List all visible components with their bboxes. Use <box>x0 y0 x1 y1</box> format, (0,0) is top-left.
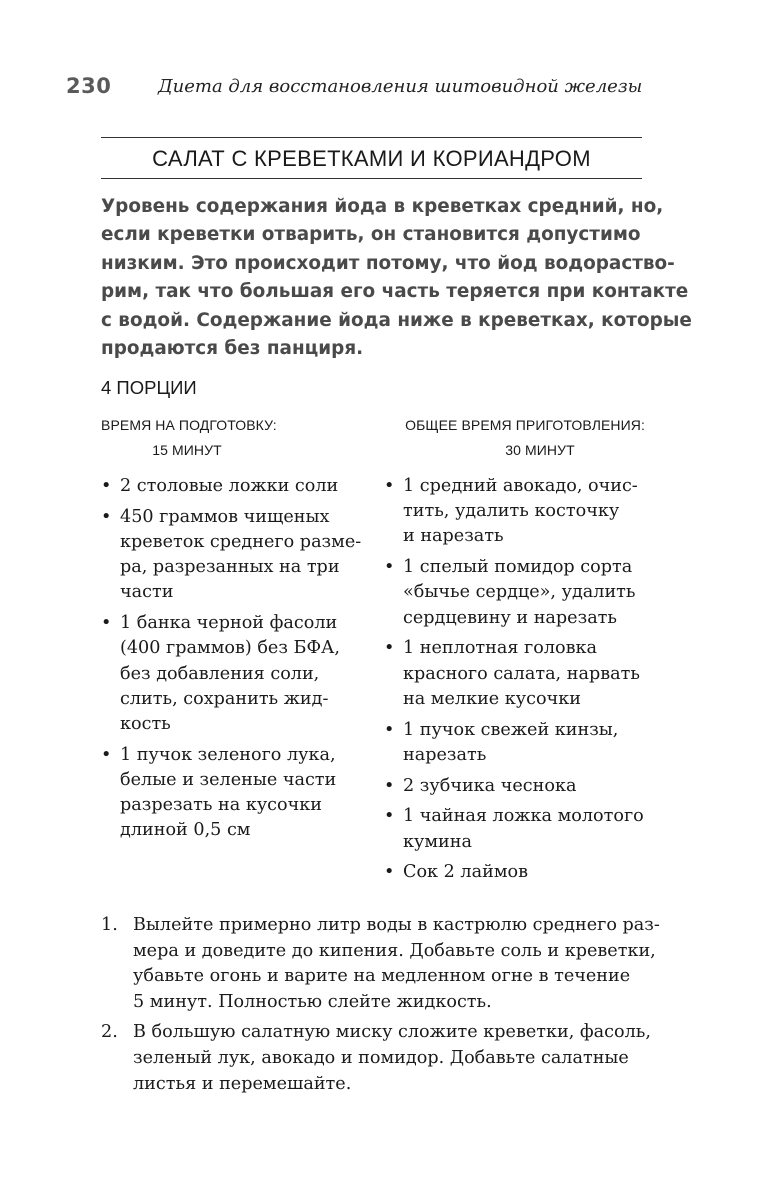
step-text: листья и перемешайте. <box>133 1073 352 1094</box>
step-text: убавьте огонь и варите на медленном огне в течение <box>133 966 631 987</box>
bullet-icon: • <box>101 613 112 634</box>
prep-time-label: ВРЕМЯ НА ПОДГОТОВКУ: <box>101 417 277 433</box>
step-text: зеленый лук, авокадо и помидор. Добавьте салатные <box>133 1047 629 1068</box>
intro-line: с водой. Содержание йода ниже в креветках, которые <box>101 309 692 331</box>
bullet-icon: • <box>101 506 112 527</box>
ingredient-text: 1 неплотная головка <box>403 638 598 659</box>
intro-line: низким. Это происходит потому, что йод водораство- <box>101 252 675 274</box>
intro-line: Уровень содержания йода в креветках средний, но, <box>101 196 664 217</box>
ingredient-item <box>101 474 366 499</box>
ingredient-item <box>101 505 366 606</box>
bullet-icon: • <box>384 638 395 659</box>
ingredient-item <box>384 860 646 885</box>
intro-line: рим, так что большая его часть теряется при контакте <box>101 281 689 303</box>
ingredient-item <box>384 804 646 854</box>
servings: 4 ПОРЦИИ <box>101 377 197 398</box>
ingredient-item <box>384 774 646 799</box>
step-text: Вылейте примерно литр воды в кастрюлю среднего раз- <box>133 915 660 935</box>
step-text: 5 минут. Полностью слейте жидкость. <box>133 991 492 1012</box>
ingredient-text: 450 граммов чищеных <box>120 506 330 527</box>
step-number: 1. <box>101 915 118 935</box>
step-number: 2. <box>101 1022 118 1043</box>
ingredient-text: 1 пучок зеленого лука, <box>120 744 336 765</box>
running-head: Диета для восстановления шитовидной железы <box>158 76 643 97</box>
ingredient-text: Сок 2 лаймов <box>403 862 529 883</box>
ingredient-text: (400 граммов) без БФА, <box>120 638 340 659</box>
bullet-icon: • <box>384 557 395 578</box>
ingredient-text: части <box>120 582 174 603</box>
ingredient-text: 1 пучок свежей кинзы, <box>403 719 619 740</box>
bullet-icon: • <box>101 744 112 765</box>
ingredient-text: 2 столовые ложки соли <box>120 476 339 496</box>
ingredient-text: белые и зеленые части <box>120 770 337 791</box>
total-time <box>405 413 645 463</box>
ingredients-right <box>384 474 646 891</box>
ingredient-text: и нарезать <box>403 526 504 547</box>
ingredient-text: на мелкие кусочки <box>403 688 581 709</box>
bullet-icon: • <box>101 476 112 496</box>
ingredient-text: без добавления соли, <box>120 663 320 684</box>
ingredient-text: красного салата, нарвать <box>403 663 640 684</box>
ingredient-text: креветок среднего разме- <box>120 532 362 552</box>
ingredient-text: длиной 0,5 см <box>120 820 251 841</box>
prep-time-value: 15 МИНУТ <box>152 442 222 458</box>
bullet-icon: • <box>384 806 395 827</box>
ingredient-text: слить, сохранить жид- <box>120 688 329 709</box>
ingredient-item <box>101 743 366 844</box>
bullet-icon: • <box>384 476 395 496</box>
title-rule-bottom <box>101 178 642 179</box>
page-number: 230 <box>66 74 112 98</box>
recipe-intro <box>101 193 692 363</box>
bullet-icon: • <box>384 719 395 740</box>
ingredient-text: 1 спелый помидор сорта <box>403 557 633 578</box>
ingredient-item <box>384 555 646 631</box>
ingredient-item <box>384 718 646 768</box>
ingredient-item <box>384 474 646 550</box>
bullet-icon: • <box>384 862 395 883</box>
ingredient-text: сердцевину и нарезать <box>403 607 617 628</box>
ingredient-text: 2 зубчика чеснока <box>403 775 577 796</box>
ingredient-item <box>384 636 646 712</box>
step-text: мера и доведите до кипения. Добавьте соль и креветки, <box>133 940 656 961</box>
intro-line: продаются без панциря. <box>101 338 364 360</box>
instructions <box>101 913 660 1102</box>
ingredient-text: кумина <box>403 831 472 852</box>
bullet-icon: • <box>384 775 395 796</box>
title-rule-top <box>101 137 642 138</box>
total-time-value: 30 МИНУТ <box>505 442 575 458</box>
ingredient-text: кость <box>120 714 171 735</box>
ingredient-text: 1 банка черной фасоли <box>120 613 338 634</box>
ingredient-text: разрезать на кусочки <box>120 795 322 816</box>
ingredient-text: 1 чайная ложка молотого <box>403 806 644 827</box>
total-time-label: ОБЩЕЕ ВРЕМЯ ПРИГОТОВЛЕНИЯ: <box>405 417 645 433</box>
instruction-step <box>101 1020 651 1097</box>
ingredient-text: «бычье сердце», удалить <box>403 582 636 603</box>
ingredient-text: 1 средний авокадо, очис- <box>403 476 638 496</box>
instruction-step <box>101 913 660 1015</box>
ingredient-text: ра, разрезанных на три <box>120 557 340 578</box>
step-text: В большую салатную миску сложите креветки, фасоль, <box>133 1022 651 1043</box>
intro-line: если креветки отварить, он становится допустимо <box>101 224 641 246</box>
ingredients-left <box>101 474 366 849</box>
ingredient-text: нарезать <box>403 744 487 765</box>
ingredient-text: тить, удалить косточку <box>403 501 620 522</box>
recipe-title: САЛАТ С КРЕВЕТКАМИ И КОРИАНДРОМ <box>152 146 591 171</box>
ingredient-item <box>101 611 366 737</box>
prep-time <box>101 413 301 463</box>
